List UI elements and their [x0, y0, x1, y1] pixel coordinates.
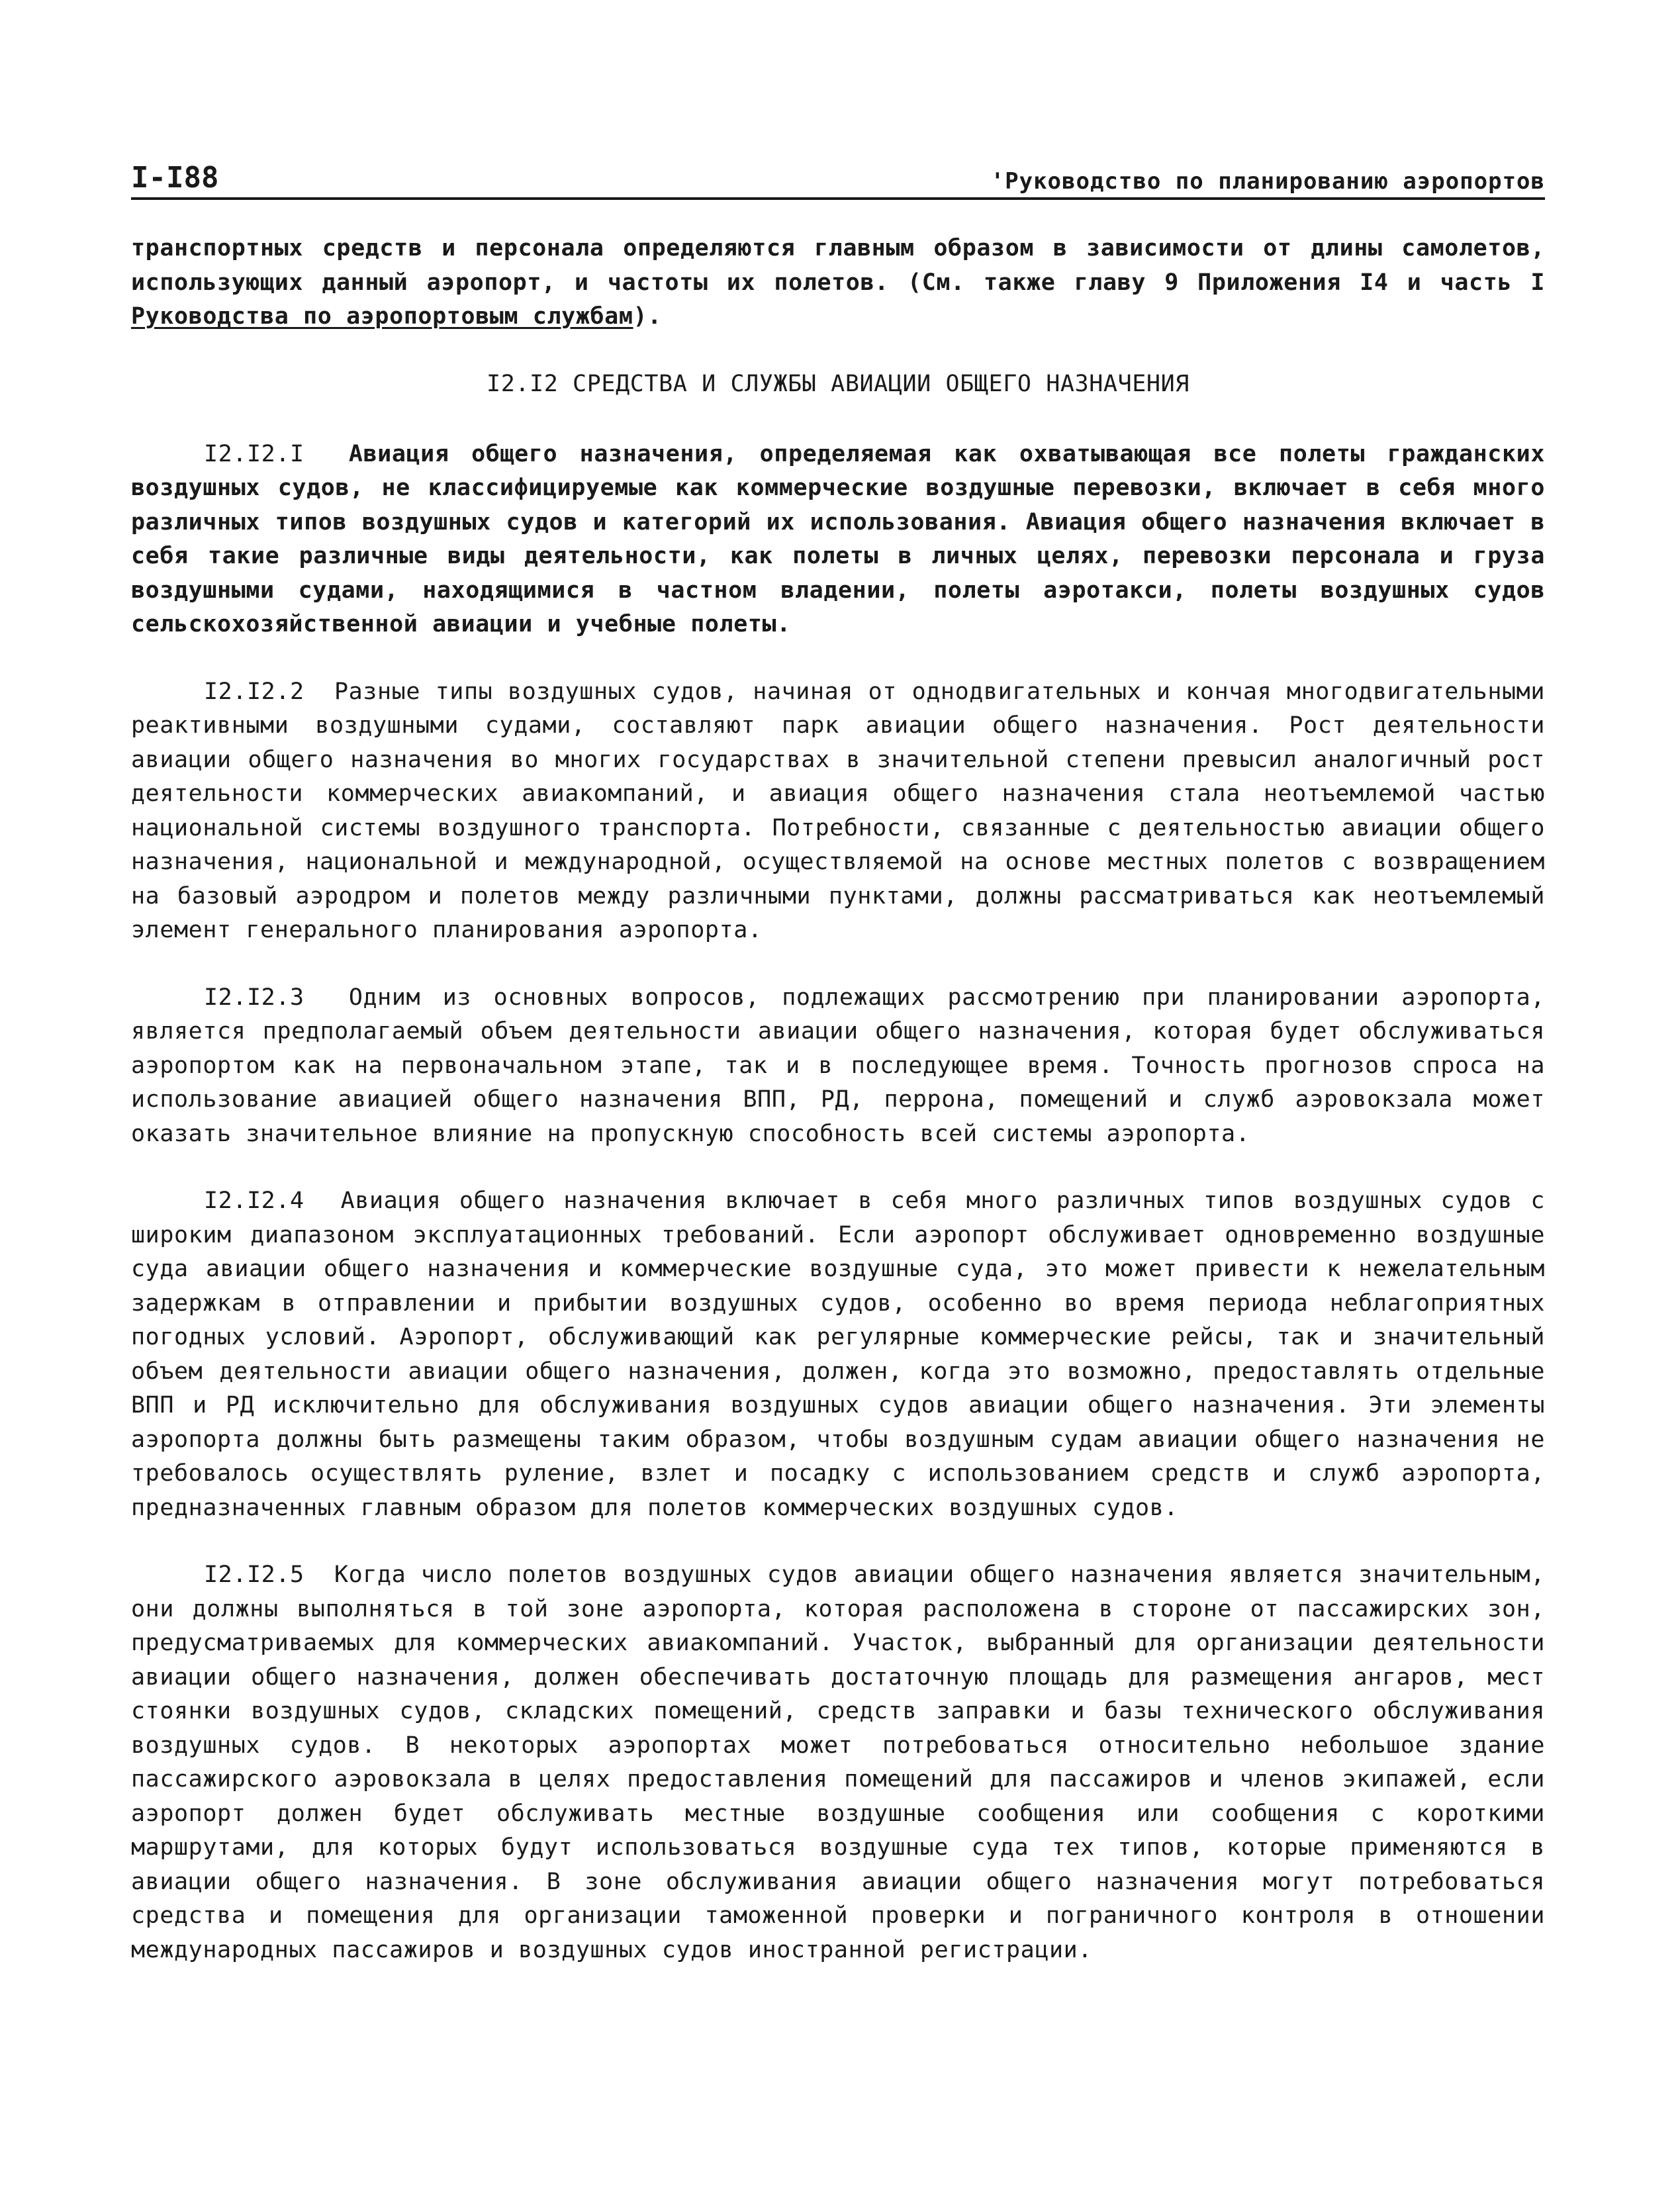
intro-text-before: транспортных средств и персонала определяются главным образом в зависимости от длины самолетов, использующих данный аэропорт, и частоты их полетов. (См. также главу 9 Приложения I4 и часть I	[131, 235, 1545, 296]
section-heading: I2.I2 СРЕДСТВА И СЛУЖБЫ АВИАЦИИ ОБЩЕГО НАЗНАЧЕНИЯ	[487, 370, 1190, 397]
intro-paragraph	[131, 232, 1545, 334]
paragraph-number: I2.I2.2	[204, 678, 304, 705]
paragraph-text: Когда число полетов воздушных судов авиации общего назначения является значительным, они должны выполняться в той зоне аэропорта, которая расположена в стороне от пассажирских зон, предусматриваемых для коммерческих авиакомпаний. Участок, выбранный для организации деятельности авиации общего назначения, должен обеспечивать достаточную площадь для размещения ангаров, мест стоянки воздушных судов, складских помещений, средств заправки и базы технического обслуживания воздушных судов. В некоторых аэропортах может потребоваться относительно небольшое здание пассажирского аэровокзала в целях предоставления помещений для пассажиров и членов экипажей, если аэропорт должен будет обслуживать местные воздушные сообщения или сообщения с короткими маршрутами, для которых будут использоваться воздушные суда тех типов, которые применяются в авиации общего назначения. В зоне обслуживания авиации общего назначения могут потребоваться средства и помещения для организации таможенной проверки и пограничного контроля в отношении международных пассажиров и воздушных судов иностранной регистрации.	[131, 1561, 1546, 1963]
document-reference-link: Руководства по аэропортовым службам	[131, 303, 633, 330]
paragraph-text: Разные типы воздушных судов, начиная от однодвигательных и кончая многодвигательными реактивными воздушными судами, составляют парк авиации общего назначения. Рост деятельности авиации общего назначения во многих государствах в значительной степени превысил аналогичный рост деятельности коммерческих авиакомпаний, и авиация общего назначения стала неотъемлемой частью национальной системы воздушного транспорта. Потребности, связанные с деятельностью авиации общего назначения, национальной и международной, осуществляемой на основе местных полетов с возвращением на базовый аэродром и полетов между различными пунктами, должны рассматриваться как неотъемлемый элемент генерального планирования аэропорта.	[131, 678, 1546, 943]
paragraph-12-12-1	[131, 438, 1545, 642]
page-body	[131, 232, 1545, 2000]
paragraph-number: I2.I2.I	[204, 440, 304, 467]
paragraph-text: Авиация общего назначения, определяемая как охватывающая все полеты гражданских воздушных судов, не классифицируемые как коммерческие воздушные перевозки, включает в себя много различных типов воздушных судов и категорий их использования. Авиация общего назначения включает в себя такие различные виды деятельности, как полеты в личных целях, перевозки персонала и груза воздушными судами, находящимися в частном владении, полеты аэротакси, полеты воздушных судов сельскохозяйственной авиации и учебные полеты.	[131, 440, 1545, 637]
paragraph-text: Авиация общего назначения включает в себя много различных типов воздушных судов с широким диапазоном эксплуатационных требований. Если аэропорт обслуживает одновременно воздушные суда авиации общего назначения и коммерческие воздушные суда, это может привести к нежелательным задержкам в отправлении и прибытии воздушных судов, особенно во время периода неблагоприятных погодных условий. Аэропорт, обслуживающий как регулярные коммерческие рейсы, так и значительный объем деятельности авиации общего назначения, должен, когда это возможно, предоставлять отдельные ВПП и РД исключительно для обслуживания воздушных судов авиации общего назначения. Эти элементы аэропорта должны быть размещены таким образом, чтобы воздушным судам авиации общего назначения не требовалось осуществлять руление, взлет и посадку с использованием средств и служб аэропорта, предназначенных главным образом для полетов коммерческих воздушных судов.	[131, 1188, 1545, 1521]
paragraph-12-12-3	[131, 981, 1545, 1152]
page-number: I-I88	[131, 161, 219, 195]
paragraph-12-12-2	[131, 675, 1545, 948]
paragraph-number: I2.I2.3	[204, 984, 304, 1011]
paragraph-text: Одним из основных вопросов, подлежащих рассмотрению при планировании аэропорта, является предполагаемый объем деятельности авиации общего назначения, которая будет обслуживаться аэропортом как на первоначальном этапе, так и в последующее время. Точность прогнозов спроса на использование авиацией общего назначения ВПП, РД, перрона, помещений и служб аэровокзала может оказать значительное влияние на пропускную способность всей системы аэропорта.	[131, 984, 1545, 1147]
intro-text-after: ).	[633, 303, 662, 330]
paragraph-number: I2.I2.5	[204, 1561, 304, 1588]
paragraph-12-12-4	[131, 1184, 1545, 1525]
page-header	[131, 159, 1545, 200]
running-title: 'Руководство по планированию аэропортов	[990, 168, 1545, 195]
paragraph-number: I2.I2.4	[204, 1188, 304, 1214]
paragraph-12-12-5	[131, 1558, 1545, 1967]
